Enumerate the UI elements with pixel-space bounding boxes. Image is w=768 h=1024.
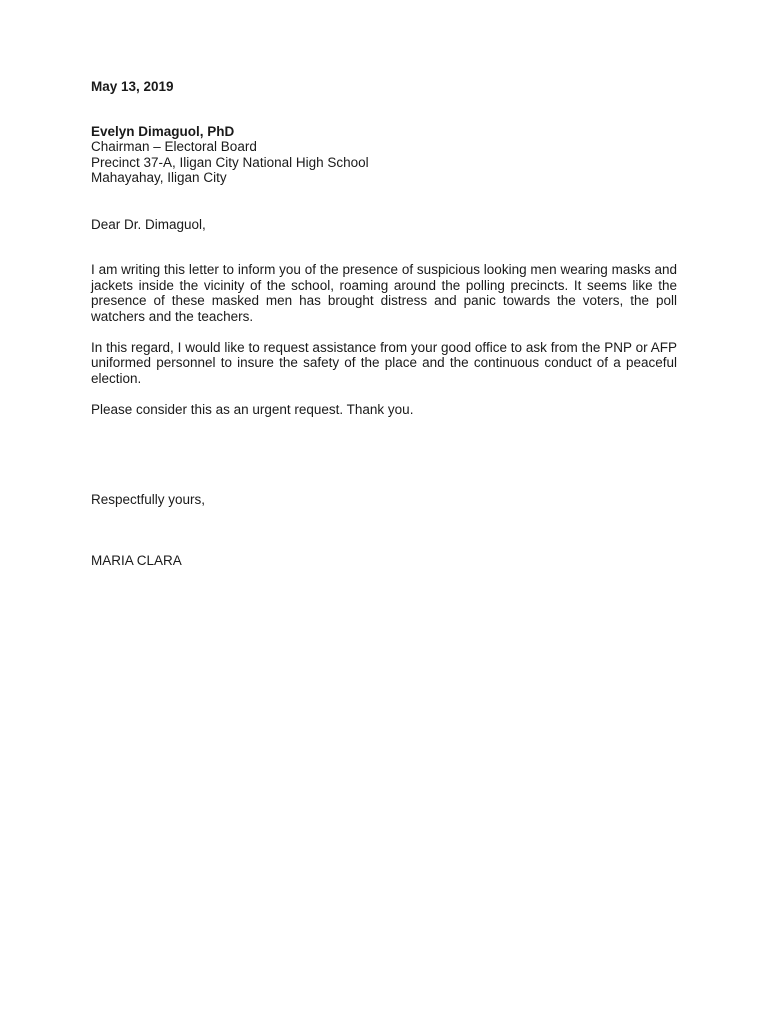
recipient-block bbox=[91, 124, 677, 186]
body-paragraph-2: In this regard, I would like to request assistance from your good office to ask from the PNP or AFP uniformed personnel to insure the safety of the place and the continuous conduct of a peaceful election. bbox=[91, 339, 677, 386]
body-paragraph-1: I am writing this letter to inform you of the presence of suspicious looking men wearing masks and jackets inside the vicinity of the school, roaming around the polling precincts. It seems like the presence of these masked men has brought distress and panic towards the voters, the poll watchers and the teachers. bbox=[91, 262, 677, 324]
recipient-address-line-1: Precinct 37-A, Iligan City National High School bbox=[91, 154, 369, 170]
closing-line: Respectfully yours, bbox=[91, 492, 206, 507]
recipient-name: Evelyn Dimaguol, PhD bbox=[91, 123, 235, 139]
recipient-address-line-2: Mahayahay, Iligan City bbox=[91, 170, 227, 185]
body-paragraph-3: Please consider this as an urgent request. Thank you. bbox=[91, 401, 414, 417]
letter-date: May 13, 2019 bbox=[91, 79, 174, 94]
salutation: Dear Dr. Dimaguol, bbox=[91, 216, 206, 232]
recipient-title: Chairman – Electoral Board bbox=[91, 139, 257, 154]
signature-name: MARIA CLARA bbox=[91, 552, 182, 568]
